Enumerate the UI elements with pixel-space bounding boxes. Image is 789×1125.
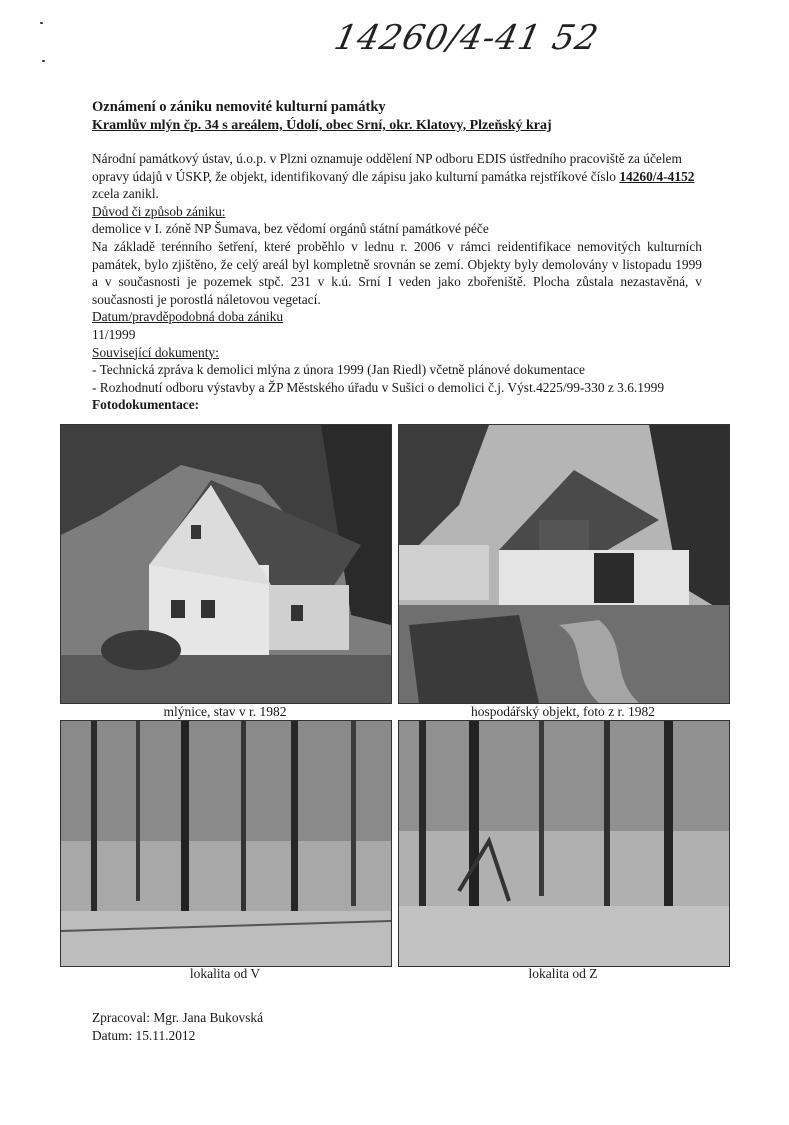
document-subtitle: Kramlův mlýn čp. 34 s areálem, Údolí, obec Srní, okr. Klatovy, Plzeňský kraj bbox=[92, 118, 552, 133]
photo-caption-forest-east: lokalita od V bbox=[189, 966, 261, 981]
processed-by: Zpracoval: Mgr. Jana Bukovská bbox=[92, 1010, 264, 1025]
reason-heading: Důvod či způsob zániku: bbox=[92, 203, 226, 219]
document-body bbox=[92, 150, 702, 414]
related-doc-item: - Rozhodnutí odboru výstavby a ŽP Městského úřadu v Sušici o demolici č.j. Výst.4225/99-330 z 3.6.1999 bbox=[92, 379, 665, 395]
reason-paragraph: Na základě terénního šetření, které proběhlo v lednu r. 2006 v rámci reidentifikace nemovitých kulturních památek, bylo zjištěno, že celý areál byl kompletně srovnán se zemí. Objekty byly demolovány v listopadu 1999 a v současnosti je pozemek stpč. 231 v k.ú. Srní I veden jako zbořeniště. Plocha zůstala nezastavěná, v současnosti je porostlá náletovou vegetací. bbox=[92, 238, 702, 307]
document-title: Oznámení o zániku nemovité kulturní památky bbox=[92, 99, 386, 115]
photo-mill-building bbox=[60, 424, 392, 704]
scan-specks bbox=[40, 12, 52, 72]
footer-date: Datum: 15.11.2012 bbox=[92, 1027, 196, 1043]
register-number: 14260/4-4152 bbox=[619, 168, 695, 184]
photo-farm-building bbox=[398, 424, 730, 704]
handwritten-reference: 14260/4-41 52 bbox=[330, 18, 603, 58]
intro-text-start: Národní památkový ústav, ú.o.p. v Plzni oznamuje oddělení NP odboru EDIS ústředního pracoviště za účelem opravy údajů v ÚSKP, že objekt, identifikovaný dle zápisu jako kulturní památka rejstříkové číslo bbox=[92, 151, 682, 184]
photo-forest-east bbox=[60, 720, 392, 967]
reason-line: demolice v I. zóně NP Šumava, bez vědomí orgánů státní památkové péče bbox=[92, 221, 489, 237]
date-value: 11/1999 bbox=[92, 326, 136, 342]
photo-forest-west bbox=[398, 720, 730, 967]
intro-paragraph bbox=[92, 150, 702, 203]
document-footer bbox=[92, 1009, 263, 1044]
photo-caption-farm: hospodářský objekt, foto z r. 1982 bbox=[470, 704, 656, 719]
related-doc-item: - Technická zpráva k demolici mlýna z února 1999 (Jan Riedl) včetně plánové dokumentace bbox=[92, 362, 585, 378]
related-docs-heading: Související dokumenty: bbox=[92, 344, 219, 360]
photo-caption-forest-west: lokalita od Z bbox=[528, 966, 598, 981]
photo-heading: Fotodokumentace: bbox=[92, 397, 200, 413]
date-heading: Datum/pravděpodobná doba zániku bbox=[92, 309, 284, 325]
intro-text-end: zcela zanikl. bbox=[92, 186, 159, 202]
photo-caption-mill: mlýnice, stav v r. 1982 bbox=[163, 704, 287, 719]
